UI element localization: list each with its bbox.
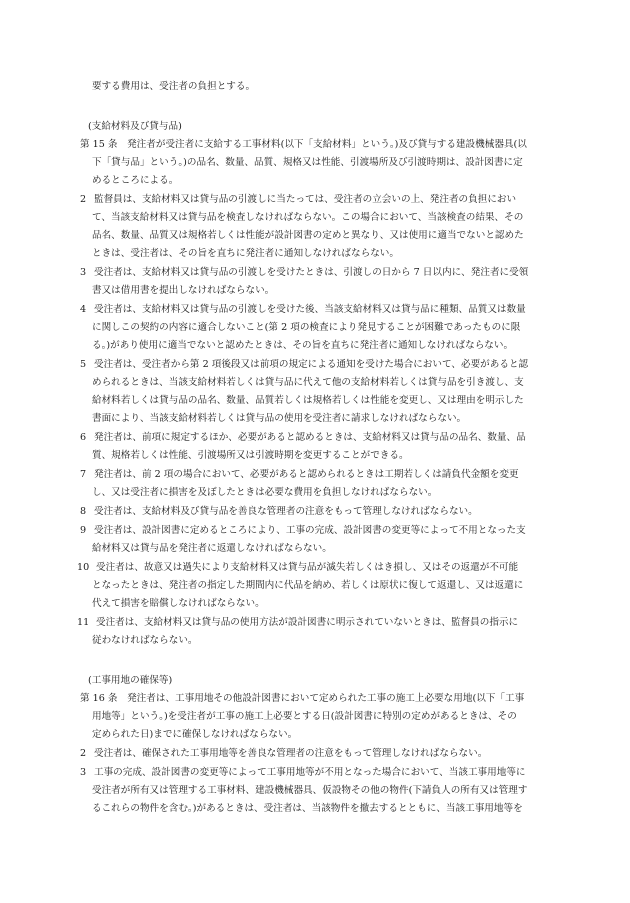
paragraph-number: 11: [77, 617, 90, 628]
text-line: 受注者は、支給材料及び貸与品を善良な管理者の注意をもって管理しなければならない。: [94, 506, 478, 517]
text-line: ときは、受注者は、その旨を直ちに発注者に通知しなければならない。: [92, 248, 399, 259]
text-line: る。)があり使用に適当でないと認めたときは、その旨を直ちに発注者に通知しなければならない。: [92, 340, 514, 351]
paragraph-number: 2: [80, 194, 87, 205]
text-line: となったときは、発注者の指定した期間内に代品を納め、若しくは原状に復して返還し、又は返還に: [92, 580, 524, 591]
text-line: 監督員は、支給材料又は貸与品の引渡しに当たっては、受注者の立会いの上、発注者の負担におい: [94, 194, 517, 205]
text-line: 代えて損害を賠償しなければならない。: [92, 598, 265, 609]
paragraph-number: 6: [80, 432, 87, 443]
text-line: 従わなければならない。: [92, 635, 198, 646]
text-line: 受注者は、支給材料又は貸与品の引渡しを受けたときは、引渡しの日から 7 日以内に、発注者に受領: [94, 267, 529, 278]
text-line: て、当該支給材料又は貸与品を検査しなければならない。この場合において、当該検査の結果、その: [92, 212, 524, 223]
paragraph-number: 5: [80, 359, 87, 370]
paragraph-number: 2: [80, 748, 87, 759]
paragraph-number: 7: [80, 469, 87, 480]
text-line: し、又は受注者に損害を及ぼしたときは必要な費用を負担しなければならない。: [92, 487, 438, 498]
paragraph-number: 10: [77, 562, 90, 573]
text-line: められるときは、当該支給材料若しくは貸与品に代えて他の支給材料若しくは貸与品を引き渡し、支: [92, 377, 524, 388]
text-line: 書又は借用書を提出しなければならない。: [92, 285, 275, 296]
text-line: 受注者は、故意又は過失により支給材料又は貸与品が滅失若しくはき損し、又はその返還が不可能: [96, 562, 519, 573]
section-heading: (工事用地の確保等): [88, 675, 173, 686]
paragraph-number: 4: [80, 304, 87, 315]
paragraph-number: 3: [80, 767, 87, 778]
text-line: 給材料若しくは貸与品の品名、数量、品質若しくは規格若しくは性能を変更し、又は理由を明示した: [92, 395, 524, 406]
text-line: めるところによる。: [92, 175, 179, 186]
text-line: 発注者は、前 2 項の場合において、必要があると認められるときは工期若しくは請負代金額を変更: [94, 469, 519, 480]
text-line: 用地等」という。)を受注者が工事の施工上必要とする日(設計図書に特別の定めがあるときは、その: [92, 711, 517, 722]
text-line: るこれらの物件を含む。)があるときは、受注者は、当該物件を撤去するとともに、当該工事用地等を: [92, 803, 523, 814]
paragraph-number: 8: [80, 506, 87, 517]
paragraph-number: 3: [80, 267, 87, 278]
text-line: 書面により、当該支給材料若しくは貸与品の使用を受注者に請求しなければならない。: [92, 413, 467, 424]
text-line: 給材料又は貸与品を発注者に返還しなければならない。: [92, 543, 332, 554]
text-line: 受注者は、設計図書に定めるところにより、工事の完成、設計図書の変更等によって不用となった支: [94, 525, 526, 536]
text-line: 発注者は、前項に規定するほか、必要があると認めるときは、支給材料又は貸与品の品名、数量、品: [94, 432, 526, 443]
text-line: 受注者は、支給材料又は貸与品の引渡しを受けた後、当該支給材料又は貸与品に種類、品質又は数量: [94, 304, 526, 315]
text-line: 品名、数量、品質又は規格若しくは性能が設計図書の定めと異なり、又は使用に適当でないと認めた: [92, 230, 524, 241]
text-line: 受注者が所有又は管理する工事材料、建設機械器具、仮設物その他の物件(下請負人の所有又は管理す: [92, 785, 528, 796]
paragraph-number: 9: [80, 525, 87, 536]
article-15-line: 第 15 条 発注者が受注者に支給する工事材料(以下「支給材料」という。)及び貸与する建設機械器具(以: [80, 139, 527, 150]
text-line: 定められた日)までに確保しなければならない。: [92, 729, 298, 740]
text-line: 下「貸与品」という。)の品名、数量、品質、規格又は性能、引渡場所及び引渡時期は、設計図書に定: [92, 157, 523, 168]
text-line: 受注者は、受注者から第 2 項後段又は前項の規定による通知を受けた場合において、必要があると認: [94, 359, 529, 370]
text-line: 要する費用は、受注者の負担とする。: [92, 81, 256, 92]
section-heading: (支給材料及び貸与品): [88, 121, 182, 132]
text-line: 受注者は、支給材料又は貸与品の使用方法が設計図書に明示されていないときは、監督員の指示に: [96, 617, 519, 628]
text-line: 質、規格若しくは性能、引渡場所又は引渡時期を変更することができる。: [92, 450, 409, 461]
text-line: 受注者は、確保された工事用地等を善良な管理者の注意をもって管理しなければならない。: [94, 748, 488, 759]
article-16-line: 第 16 条 発注者は、工事用地その他設計図書において定められた工事の施工上必要な用地(以下「工事: [80, 693, 525, 704]
text-line: に関しこの契約の内容に適合しないこと(第 2 項の検査により発見することが困難であったものに限: [92, 322, 521, 333]
text-line: 工事の完成、設計図書の変更等によって工事用地等が不用となった場合において、当該工事用地等に: [94, 767, 526, 778]
